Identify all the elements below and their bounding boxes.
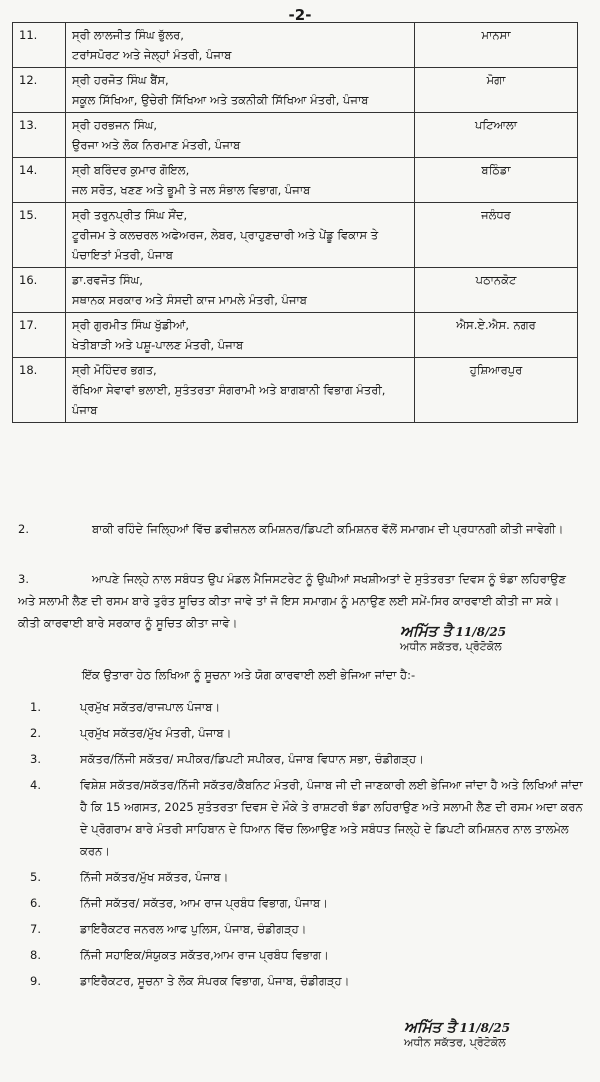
minister-title: ਟੂਰੀਜਮ ਤੇ ਕਲਚਰਲ ਅਫੇਅਰਜ, ਲੇਬਰ, ਪ੍ਰਾਹੁਣਚਾਰੀ ਅਤੇ ਪੇਂਡੂ ਵਿਕਾਸ ਤੇ ਪੰਚਾਇਤਾਂ ਮੰਤਰੀ, ਪੰਜਾਬ xyxy=(72,228,379,262)
minister-cell xyxy=(66,158,415,203)
signature-scribble: ਅਮਿੱਤ ਤੈ xyxy=(400,622,453,640)
row-number: 14. xyxy=(13,158,66,203)
district-name: ਐਸ.ਏ.ਐਸ. ਨਗਰ xyxy=(415,313,578,358)
signature-date: 11/8/25 xyxy=(455,625,507,639)
item-text: ਪ੍ਰਮੁੱਖ ਸਕੱਤਰ/ਮੁੱਖ ਮੰਤਰੀ, ਪੰਜਾਬ। xyxy=(80,726,232,740)
distribution-item xyxy=(30,944,585,966)
minister-cell xyxy=(66,68,415,113)
district-name: ਬਠਿੰਡਾ xyxy=(415,158,578,203)
paragraph-number: 3. xyxy=(18,572,29,586)
row-number: 15. xyxy=(13,203,66,268)
minister-row xyxy=(13,358,578,423)
district-name: ਮਾਨਸਾ xyxy=(415,23,578,68)
item-text: ਡਾਇਰੈਕਟਰ ਜਨਰਲ ਆਫ ਪੁਲਿਸ, ਪੰਜਾਬ, ਚੰਡੀਗੜ੍ਹ। xyxy=(80,922,307,936)
item-text: ਨਿੱਜੀ ਸਹਾਇਕ/ਸੰਯੁਕਤ ਸਕੱਤਰ,ਆਮ ਰਾਜ ਪ੍ਰਬੰਧ ਵਿਭਾਗ। xyxy=(80,948,329,962)
row-number: 11. xyxy=(13,23,66,68)
minister-title: ਰੱਖਿਆ ਸੇਵਾਵਾਂ ਭਲਾਈ, ਸੁਤੰਤਰਤਾ ਸੰਗਰਾਮੀ ਅਤੇ ਬਾਗਬਾਨੀ ਵਿਭਾਗ ਮੰਤਰੀ, ਪੰਜਾਬ xyxy=(72,383,386,417)
minister-row xyxy=(13,158,578,203)
row-number: 17. xyxy=(13,313,66,358)
paragraph-2 xyxy=(18,518,580,540)
signature-date: 11/8/25 xyxy=(459,1021,511,1035)
minister-cell xyxy=(66,313,415,358)
minister-name: ਸ੍ਰੀ ਤਰੁਨਪ੍ਰੀਤ ਸਿੰਘ ਸੌਂਦ, xyxy=(72,208,188,222)
signature-block-2 xyxy=(404,1018,510,1050)
page-number: -2- xyxy=(288,6,312,24)
minister-cell xyxy=(66,358,415,423)
district-name: ਪਟਿਆਲਾ xyxy=(415,113,578,158)
minister-name: ਸ੍ਰੀ ਮੋਹਿੰਦਰ ਭਗਤ, xyxy=(72,363,157,377)
item-number: 1. xyxy=(30,700,41,714)
item-text: ਸਕੱਤਰ/ਨਿੱਜੀ ਸਕੱਤਰ/ ਸਪੀਕਰ/ਡਿਪਟੀ ਸਪੀਕਰ, ਪੰਜਾਬ ਵਿਧਾਨ ਸਭਾ, ਚੰਡੀਗੜ੍ਹ। xyxy=(80,752,424,766)
signature-designation: ਅਧੀਨ ਸਕੱਤਰ, ਪ੍ਰੋਟੋਕੋਲ xyxy=(404,1036,506,1049)
ministers-table xyxy=(12,22,578,423)
row-number: 13. xyxy=(13,113,66,158)
district-name: ਮੋਗਾ xyxy=(415,68,578,113)
signature-scribble: ਅਮਿੱਤ ਤੈ xyxy=(404,1018,457,1036)
item-text: ਨਿੱਜੀ ਸਕੱਤਰ/ਮੁੱਖ ਸਕੱਤਰ, ਪੰਜਾਬ। xyxy=(80,870,229,884)
item-text: ਡਾਇਰੈਕਟਰ, ਸੂਚਨਾ ਤੇ ਲੋਕ ਸੰਪਰਕ ਵਿਭਾਗ, ਪੰਜਾਬ, ਚੰਡੀਗੜ੍ਹ। xyxy=(80,974,350,988)
item-number: 5. xyxy=(30,870,41,884)
item-number: 9. xyxy=(30,974,41,988)
minister-name: ਸ੍ਰੀ ਲਾਲਜੀਤ ਸਿੰਘ ਭੁੱਲਰ, xyxy=(72,28,184,42)
minister-title: ਖੇਤੀਬਾੜੀ ਅਤੇ ਪਸ਼ੂ-ਪਾਲਣ ਮੰਤਰੀ, ਪੰਜਾਬ xyxy=(72,338,244,352)
minister-title: ਸਕੂਲ ਸਿੱਖਿਆ, ਉਚੇਰੀ ਸਿੱਖਿਆ ਅਤੇ ਤਕਨੀਕੀ ਸਿੱਖਿਆ ਮੰਤਰੀ, ਪੰਜਾਬ xyxy=(72,93,369,107)
item-number: 7. xyxy=(30,922,41,936)
minister-name: ਸ੍ਰੀ ਹਰਭਜਨ ਸਿੰਘ, xyxy=(72,118,158,132)
minister-row xyxy=(13,203,578,268)
signature-designation: ਅਧੀਨ ਸਕੱਤਰ, ਪ੍ਰੋਟੋਕੋਲ xyxy=(400,640,502,653)
minister-name: ਸ੍ਰੀ ਗੁਰਮੀਤ ਸਿੰਘ ਖੁੱਡੀਆਂ, xyxy=(72,318,190,332)
item-text: ਵਿਸ਼ੇਸ਼ ਸਕੱਤਰ/ਸਕੱਤਰ/ਨਿੱਜੀ ਸਕੱਤਰ/ਕੈਬਨਿਟ ਮੰਤਰੀ, ਪੰਜਾਬ ਜੀ ਦੀ ਜਾਣਕਾਰੀ ਲਈ ਭੇਜਿਆ ਜਾਂਦਾ ਹੈ ਅਤੇ ਲਿਖਿਆਂ ਜਾਂਦਾ ਹੈ ਕਿ 15 ਅਗਸਤ, 2025 ਸੁਤੰਤਰਤਾ ਦਿਵਸ ਦੇ ਮੌਕੇ ਤੇ ਰਾਸ਼ਟਰੀ ਝੰਡਾ ਲਹਿਰਾਉਣ ਅਤੇ ਸਲਾਮੀ ਲੈਣ ਦੀ ਰਸਮ ਅਦਾ ਕਰਨ ਦੇ ਪ੍ਰੋਗਰਾਮ ਬਾਰੇ ਮੰਤਰੀ ਸਾਹਿਬਾਨ ਦੇ ਧਿਆਨ ਵਿੱਚ ਲਿਆਉਣ ਅਤੇ ਸਬੰਧਤ ਜਿਲ੍ਹੇ ਦੇ ਡਿਪਟੀ ਕਮਿਸ਼ਨਰ ਨਾਲ ਤਾਲਮੇਲ ਕਰਨ। xyxy=(80,778,583,858)
paragraph-text: ਬਾਕੀ ਰਹਿੰਦੇ ਜਿਲ੍ਹਿਆਂ ਵਿੱਚ ਡਵੀਜ਼ਨਲ ਕਮਿਸ਼ਨਰ/ਡਿਪਟੀ ਕਮਿਸ਼ਨਰ ਵੱਲੋਂ ਸਮਾਗਮ ਦੀ ਪ੍ਰਧਾਨਗੀ ਕੀਤੀ ਜਾਵੇਗੀ। xyxy=(92,522,564,536)
item-text: ਨਿੱਜੀ ਸਕੱਤਰ/ ਸਕੱਤਰ, ਆਮ ਰਾਜ ਪ੍ਰਬੰਧ ਵਿਭਾਗ, ਪੰਜਾਬ। xyxy=(80,896,328,910)
minister-name: ਸ੍ਰੀ ਹਰਜੋਤ ਸਿੰਘ ਬੈਂਸ, xyxy=(72,73,169,87)
minister-title: ਟਰਾਂਸਪੋਰਟ ਅਤੇ ਜੇਲ੍ਹਾਂ ਮੰਤਰੀ, ਪੰਜਾਬ xyxy=(72,48,232,62)
row-number: 12. xyxy=(13,68,66,113)
district-name: ਹੁਸ਼ਿਆਰਪੁਰ xyxy=(415,358,578,423)
distribution-item xyxy=(30,970,585,992)
minister-cell xyxy=(66,203,415,268)
item-number: 6. xyxy=(30,896,41,910)
item-number: 2. xyxy=(30,726,41,740)
distribution-intro: ਇੱਕ ਉਤਾਰਾ ਹੇਠ ਲਿਖਿਆ ਨੂੰ ਸੂਚਨਾ ਅਤੇ ਯੋਗ ਕਾਰਵਾਈ ਲਈ ਭੇਜਿਆ ਜਾਂਦਾ ਹੈ:- xyxy=(82,668,416,682)
minister-name: ਡਾ.ਰਵਜੋਤ ਸਿੰਘ, xyxy=(72,273,143,287)
distribution-item xyxy=(30,696,585,718)
item-text: ਪ੍ਰਮੁੱਖ ਸਕੱਤਰ/ਰਾਜਪਾਲ ਪੰਜਾਬ। xyxy=(80,700,221,714)
minister-title: ਸਥਾਨਕ ਸਰਕਾਰ ਅਤੇ ਸੰਸਦੀ ਕਾਜ ਮਾਮਲੇ ਮੰਤਰੀ, ਪੰਜਾਬ xyxy=(72,293,307,307)
paragraph-text: ਆਪਣੇ ਜਿਲ੍ਹੇ ਨਾਲ ਸਬੰਧਤ ਉਪ ਮੰਡਲ ਮੈਜਿਸਟਰੇਟ ਨੂੰ ਉਘੀਆਂ ਸਖਸ਼ੀਅਤਾਂ ਦੇ ਸੁਤੰਤਰਤਾ ਦਿਵਸ ਨੂੰ ਝੰਡਾ ਲਹਿਰਾਉਣ ਅਤੇ ਸਲਾਮੀ ਲੈਣ ਦੀ ਰਸਮ ਬਾਰੇ ਤੁਰੰਤ ਸੂਚਿਤ ਕੀਤਾ ਜਾਵੇ ਤਾਂ ਜੋ ਇਸ ਸਮਾਗਮ ਨੂੰ ਮਨਾਉਣ ਲਈ ਸਮੇਂ-ਸਿਰ ਕਾਰਵਾਈ ਕੀਤੀ ਜਾ ਸਕੇ। ਕੀਤੀ ਕਾਰਵਾਈ ਬਾਰੇ ਸਰਕਾਰ ਨੂੰ ਸੂਚਿਤ ਕੀਤਾ ਜਾਵੇ। xyxy=(18,572,566,630)
row-number: 18. xyxy=(13,358,66,423)
item-number: 4. xyxy=(30,778,41,792)
minister-cell xyxy=(66,113,415,158)
row-number: 16. xyxy=(13,268,66,313)
minister-cell xyxy=(66,268,415,313)
district-name: ਜਲੰਧਰ xyxy=(415,203,578,268)
minister-row xyxy=(13,268,578,313)
signature-block-1 xyxy=(400,622,506,654)
distribution-item xyxy=(30,748,585,770)
minister-title: ਜਲ ਸਰੋਤ, ਖਣਣ ਅਤੇ ਭੂਮੀ ਤੇ ਜਲ ਸੰਭਾਲ ਵਿਭਾਗ, ਪੰਜਾਬ xyxy=(72,183,311,197)
minister-title: ਉਰਜਾ ਅਤੇ ਲੋਕ ਨਿਰਮਾਣ ਮੰਤਰੀ, ਪੰਜਾਬ xyxy=(72,138,241,152)
distribution-item xyxy=(30,866,585,888)
district-name: ਪਠਾਨਕੋਟ xyxy=(415,268,578,313)
distribution-item xyxy=(30,774,585,862)
distribution-item xyxy=(30,918,585,940)
minister-cell xyxy=(66,23,415,68)
item-number: 8. xyxy=(30,948,41,962)
distribution-list xyxy=(30,696,585,996)
minister-row xyxy=(13,313,578,358)
item-number: 3. xyxy=(30,752,41,766)
paragraph-number: 2. xyxy=(18,522,29,536)
minister-name: ਸ੍ਰੀ ਬਰਿੰਦਰ ਕੁਮਾਰ ਗੋਇਲ, xyxy=(72,163,190,177)
distribution-item xyxy=(30,722,585,744)
minister-row xyxy=(13,23,578,68)
minister-row xyxy=(13,68,578,113)
distribution-item xyxy=(30,892,585,914)
minister-row xyxy=(13,113,578,158)
